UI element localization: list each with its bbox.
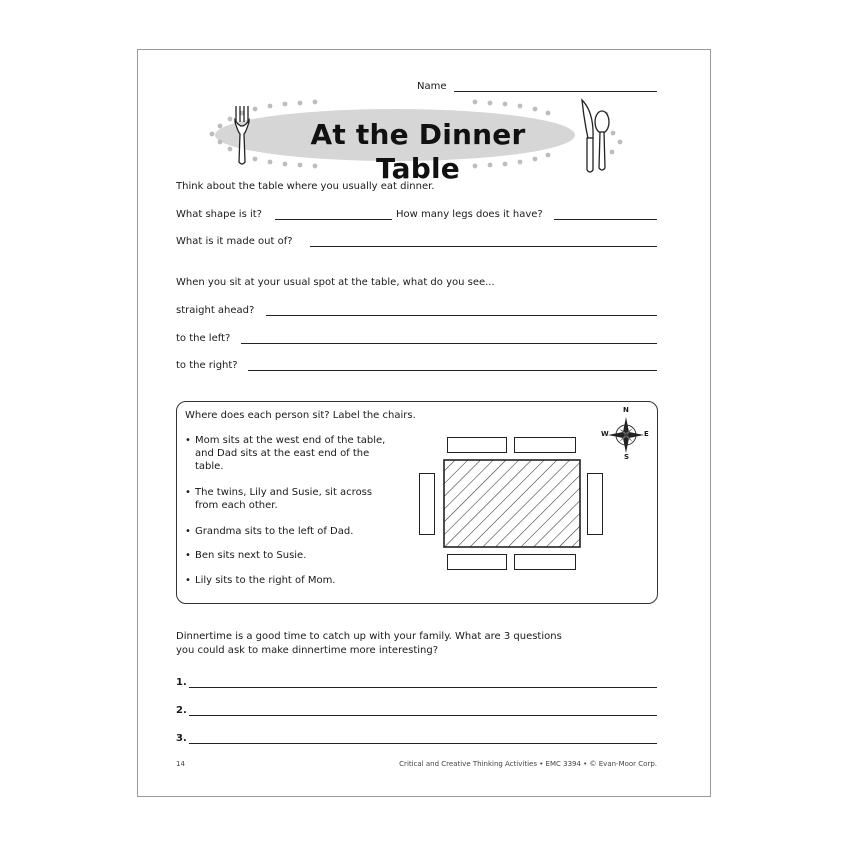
bullet-glyph: • [185,526,191,537]
clue-text: The twins, Lily and Susie, sit across [195,487,373,498]
name-label: Name [417,81,447,92]
chair-west[interactable] [419,473,435,535]
chair-east[interactable] [587,473,603,535]
clue-text: Lily sits to the right of Mom. [195,575,336,586]
answer-line-material[interactable] [310,246,657,247]
bullet-glyph: • [185,575,191,586]
dinner-table [443,459,581,548]
question-material: What is it made out of? [176,236,293,247]
compass-e-label: E [644,430,649,438]
compass-w-label: W [601,430,609,438]
answer-line-question-3[interactable] [189,743,657,744]
question-right: to the right? [176,360,238,371]
answer-line-question-1[interactable] [189,687,657,688]
question-number-2: 2. [176,705,187,716]
chair-south-left[interactable] [447,554,507,570]
bullet-glyph: • [185,487,191,498]
question-shape: What shape is it? [176,209,262,220]
bullet-glyph: • [185,550,191,561]
question-legs: How many legs does it have? [396,209,543,220]
compass-s-label: S [624,453,630,461]
question-number-3: 3. [176,733,187,744]
section3-intro-line1: Dinnertime is a good time to catch up with your family. What are 3 questions [176,631,562,642]
chair-north-left[interactable] [447,437,507,453]
clue-text: and Dad sits at the east end of the [195,448,370,459]
chair-south-right[interactable] [514,554,576,570]
answer-line-shape[interactable] [275,219,392,220]
answer-line-legs[interactable] [554,219,657,220]
answer-line-left[interactable] [241,343,657,344]
clue-text: from each other. [195,500,278,511]
question-left: to the left? [176,333,231,344]
chair-north-right[interactable] [514,437,576,453]
clue-item [185,486,372,512]
section3-intro-line2: you could ask to make dinnertime more interesting? [176,645,439,656]
clue-item [185,525,353,538]
page-title: At the Dinner Table [310,118,526,185]
clue-text: table. [195,461,224,472]
spoon-icon [595,111,609,170]
footer-credit: Critical and Creative Thinking Activities • EMC 3394 • © Evan-Moor Corp. [399,760,657,768]
bullet-glyph: • [185,435,191,446]
answer-line-ahead[interactable] [266,315,657,316]
table-top [444,460,580,547]
knife-icon [582,100,593,172]
clue-text: Grandma sits to the left of Dad. [195,526,354,537]
puzzle-instruction: Where does each person sit? Label the chairs. [185,410,416,421]
section1-intro: Think about the table where you usually eat dinner. [176,181,435,192]
clue-text: Mom sits at the west end of the table, [195,435,386,446]
answer-line-question-2[interactable] [189,715,657,716]
section2-intro: When you sit at your usual spot at the table, what do you see... [176,277,495,288]
compass-n-label: N [623,406,629,414]
name-answer-line[interactable] [454,91,657,92]
clue-item [185,574,336,587]
question-number-1: 1. [176,677,187,688]
clue-item [185,434,385,473]
page-number: 14 [176,760,185,768]
clue-item [185,549,306,562]
clue-text: Ben sits next to Susie. [195,550,307,561]
answer-line-right[interactable] [248,370,657,371]
question-straight-ahead: straight ahead? [176,305,255,316]
